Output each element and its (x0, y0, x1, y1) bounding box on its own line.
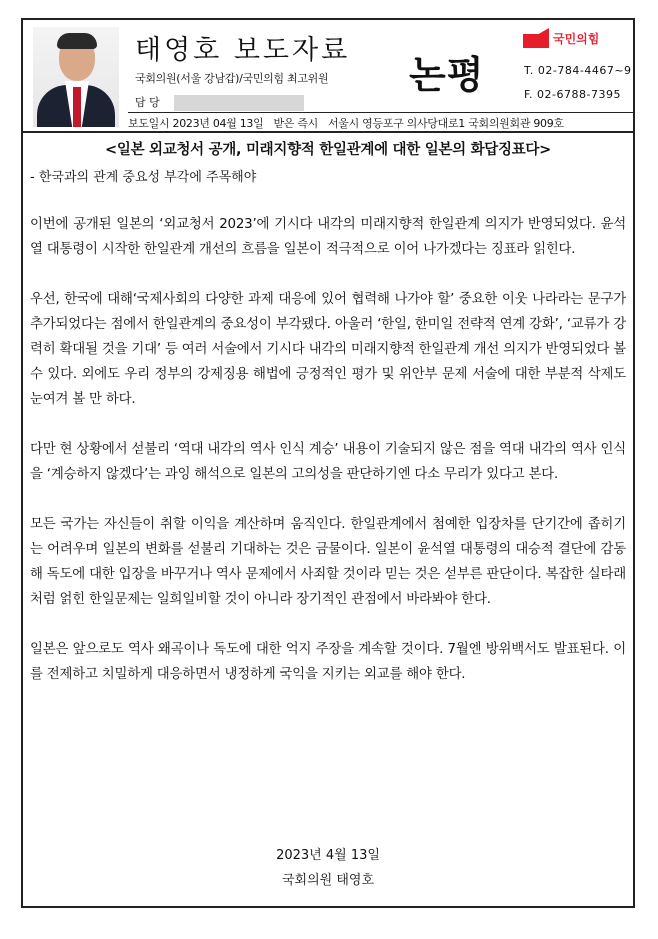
statement-date: 2023년 4월 13일 (276, 848, 380, 863)
paragraph: 우선, 한국에 대해‘국제사회의 다양한 과제 대응에 있어 협력해 나가야 할’ 중요한 이웃 나라라는 문구가 추가되었다는 점에서 한일관계의 중요성이 부각됐다. 아울러 ‘한일, 한미일 전략적 연계 강화’, ‘교류가 강력히 확대될 것을 기대’ 등 여러 서술에서 기시다 내각의 미래지향적 한일관계 개선 의지가 반영되었다 볼 수 있다. 외에도 우리 정부의 강제징용 해법에 긍정적인 평가 및 위안부 문제 서술에 대한 부분적 삭제도 눈여겨 볼 만 하다. (30, 292, 626, 407)
press-release-frame (21, 18, 635, 908)
subhead: - 한국과의 관계 중요성 부각에 주목해야 (30, 170, 257, 185)
release-info (128, 112, 633, 130)
contact-person (135, 94, 304, 111)
party-logo-icon (523, 28, 549, 48)
paragraph: 다만 현 상황에서 섣불리 ‘역대 내각의 역사 인식 계승’ 내용이 기술되지 않은 점을 역대 내각의 역사 인식을 ‘계승하지 않겠다’는 과잉 해석으로 일본의 고의성을 판단하기엔 다소 무리가 있다고 본다. (30, 442, 626, 482)
fax-number: F. 02-6788-7395 (524, 88, 621, 101)
party-name: 국민의힘 (553, 32, 600, 46)
contact-label: 담 당 (135, 96, 160, 109)
paragraph: 일본은 앞으로도 역사 왜곡이나 독도에 대한 억지 주장을 계속할 것이다. 7월엔 방위백서도 발표된다. 이를 전제하고 치밀하게 대응하면서 냉정하게 국익을 지키는 외교를 해야 한다. (30, 642, 626, 682)
paragraph: 모든 국가는 자신들이 취할 이익을 계산하며 움직인다. 한일관계에서 첨예한 입장차를 단기간에 좁히기는 어려우며 일본의 변화를 섣불리 기대하는 것은 금물이다. 일본이 윤석열 대통령의 대승적 결단에 감동해 독도에 대한 입장을 바꾸거나 역사 문제에서 사죄할 것이라 믿는 것은 섣부른 판단이다. 복잡한 실타래처럼 얽힌 한일문제는 일희일비할 것이 아니라 장기적인 관점에서 바라봐야 한다. (30, 517, 626, 607)
release-timing: 받은 즉시 (273, 117, 318, 130)
representative-info: 국회의원(서울 강남갑)/국민의힘 최고위원 (135, 72, 329, 85)
press-release-title: 태영호 보도자료 (135, 35, 351, 66)
document-type: 논평 (409, 53, 485, 97)
press-release-header (23, 20, 633, 132)
redacted-contact (174, 95, 304, 111)
lawmaker-portrait (33, 27, 119, 127)
office-address: 서울시 영등포구 의사당대로1 국회의원회관 909호 (327, 117, 564, 130)
release-date: 보도일시 2023년 04월 13일 (128, 117, 264, 130)
signer-name: 국회의원 태영호 (281, 873, 375, 888)
body-content (30, 212, 626, 712)
headline: <일본 외교청서 공개, 미래지향적 한일관계에 대한 일본의 화답징표다> (105, 142, 551, 158)
paragraph: 이번에 공개된 일본의 ‘외교청서 2023’에 기시다 내각의 미래지향적 한일관계 의지가 반영되었다. 윤석열 대통령이 시작한 한일관계 개선의 흐름을 일본이 적극적으로 이어 나가겠다는 징표라 읽힌다. (30, 217, 626, 257)
header-divider (23, 131, 633, 133)
phone-number: T. 02-784-4467~9 (524, 64, 632, 77)
